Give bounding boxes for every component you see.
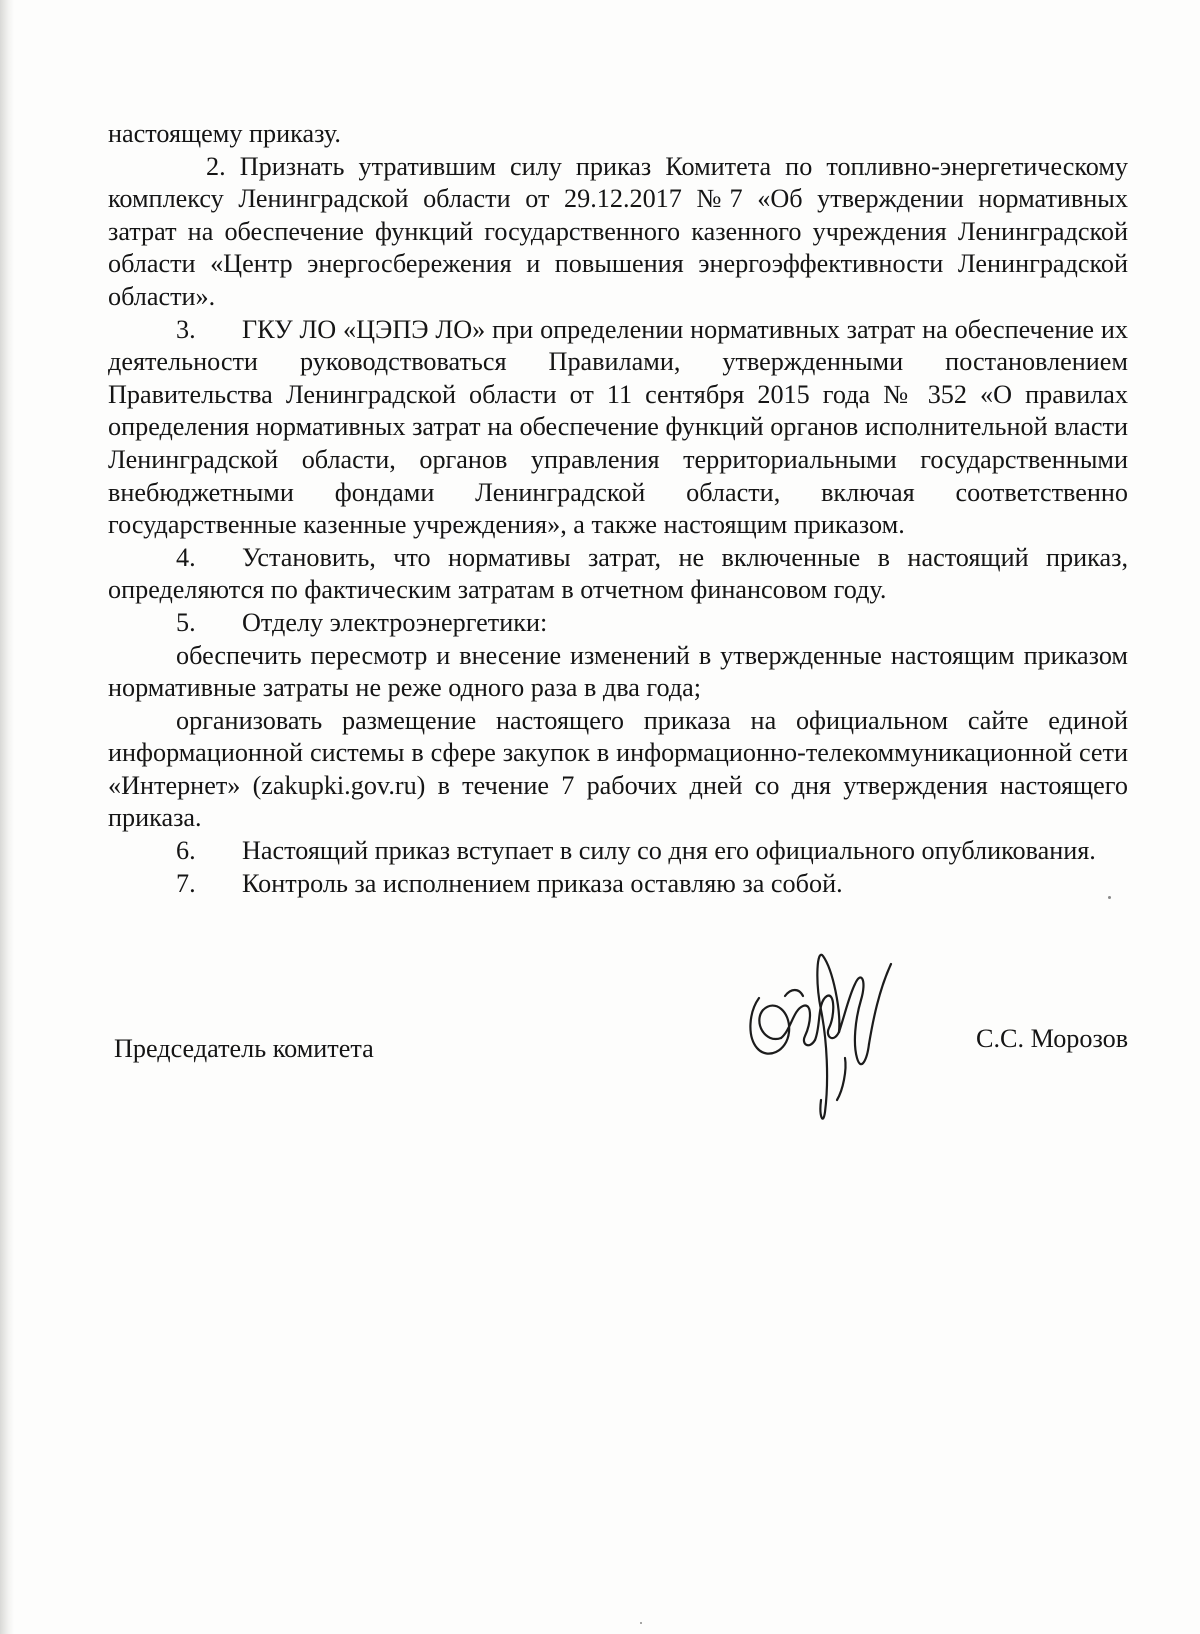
item-3-number: 3. <box>176 314 196 344</box>
signatory-name: С.С. Морозов <box>976 1024 1129 1053</box>
signatory-role: Председатель комитета <box>114 1034 374 1063</box>
scan-edge <box>0 0 14 1634</box>
item-4 <box>108 542 1128 607</box>
item-5 <box>108 607 1128 640</box>
handwritten-signature <box>745 940 895 1140</box>
item-7 <box>108 868 1128 901</box>
continuation-line: настоящему приказу. <box>108 119 341 148</box>
item-5-number: 5. <box>176 607 196 637</box>
item-6 <box>108 835 1128 868</box>
item-5-text: Отделу электроэнергетики: <box>242 607 548 637</box>
scan-speck <box>640 1622 642 1624</box>
scan-speck <box>1108 896 1111 899</box>
sub-item-1: обеспечить пересмотр и внесение изменений в утвержденные настоящим приказом нормативные затраты не реже одного раза в два года; <box>108 640 1128 703</box>
item-4-number: 4. <box>176 542 196 572</box>
item-6-text: Настоящий приказ вступает в силу со дня его официального опубликования. <box>242 836 1096 866</box>
item-3-text: ГКУ ЛО «ЦЭПЭ ЛО» при определении нормативных затрат на обеспечение их деятельности руководствоваться Правилами, утвержденными постановлением Правительства Ленинградской области от 11 сентября 2015 года № 352 «О правилах определения нормативных затрат на обеспечение функций органов исполнительной власти Ленинградской области, органов управления территориальными государственными внебюджетными фондами Ленинградской области, включая соответственно государственные казенные учреждения», а также настоящим приказом. <box>108 314 1128 540</box>
sub-item-2: организовать размещение настоящего приказа на официальном сайте единой информационной системы в сфере закупок в информационно-телекоммуникационной сети «Интернет» (zakupki.gov.ru) в течение 7 рабочих дней со дня утверждения настоящего приказа. <box>108 705 1128 833</box>
item-2-text: Признать утратившим силу приказ Комитета по топливно-энергетическому комплексу Ленинградской области от 29.12.2017 №7 «Об утверждении нормативных затрат на обеспечение функций государственного казенного учреждения Ленинградской области «Центр энергосбережения и повышения энергоэффективности Ленинградской области». <box>108 151 1128 311</box>
item-2 <box>108 151 1128 314</box>
item-6-number: 6. <box>176 836 196 866</box>
item-7-number: 7. <box>176 868 196 898</box>
item-2-number: 2. <box>206 151 226 181</box>
item-7-text: Контроль за исполнением приказа оставляю за собой. <box>242 868 843 898</box>
item-4-text: Установить, что нормативы затрат, не включенные в настоящий приказ, определяются по фактическим затратам в отчетном финансовом году. <box>108 542 1128 605</box>
item-3 <box>108 314 1128 542</box>
order-body <box>108 118 1128 900</box>
